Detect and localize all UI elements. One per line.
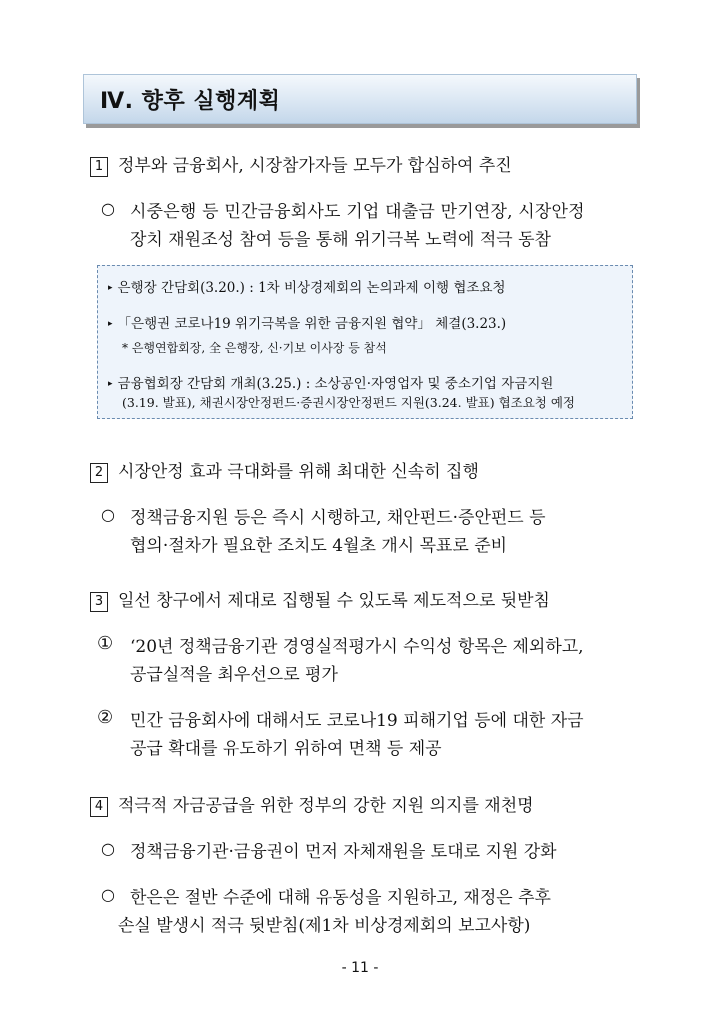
s3-item1-line-1: ‘20년 정책금융기관 경영실적평가시 수익성 항목은 제외하고, (130, 637, 584, 657)
s3-item1-line-2: 공급실적을 최우선으로 평가 (130, 665, 338, 685)
section-3-number: 3 (90, 592, 108, 612)
s4-para-2-line-1: 한은은 절반 수준에 대해 유동성을 지원하고, 재정은 추후 (130, 888, 551, 908)
section-1-number: 1 (90, 157, 108, 177)
note-box (97, 265, 633, 419)
s4-para-2-line-2: 손실 발생시 적극 뒷받침(제1차 비상경제회의 보고사항) (118, 916, 531, 936)
section-3-heading (90, 586, 550, 612)
bullet-circle: ○ (101, 839, 115, 858)
box-item-2: ▸ 「은행권 코로나19 위기극복을 위한 금융지원 협약」 체결(3.23.) (108, 316, 507, 332)
section-4-heading (90, 791, 534, 817)
section-1-text: 정부와 금융회사, 시장참가자들 모두가 합심하여 추진 (118, 156, 512, 176)
triangle-bullet-icon: ▸ (108, 319, 113, 329)
bullet-circle: ○ (101, 199, 115, 218)
s3-item2-line-1: 민간 금융회사에 대해서도 코로나19 피해기업 등에 대한 자금 (130, 711, 584, 731)
section-3-text: 일선 창구에서 제대로 집행될 수 있도록 제도적으로 뒷받침 (118, 591, 550, 611)
box-item-1: ▸ 은행장 간담회(3.20.) : 1차 비상경제회의 논의과제 이행 협조요청 (108, 280, 506, 296)
box-item-3-line-2: (3.19. 발표), 채권시장안정펀드·증권시장안정펀드 지원(3.24. 발표) 협조요청 예정 (122, 395, 576, 410)
box-item-3-line-1: ▸ 금융협회장 간담회 개최(3.25.) : 소상공인·자영업자 및 중소기업 자금지원 (108, 376, 554, 392)
section-2-text: 시장안정 효과 극대화를 위해 최대한 신속히 집행 (118, 462, 479, 482)
section-1-heading (90, 151, 512, 177)
section-2-number: 2 (90, 463, 108, 483)
s1-para-line-2: 장치 재원조성 참여 등을 통해 위기극복 노력에 적극 동참 (130, 230, 551, 250)
circled-number-2: ② (97, 707, 114, 728)
section-2-heading (90, 457, 479, 483)
s1-para-line-1: 시중은행 등 민간금융회사도 기업 대출금 만기연장, 시장안정 (130, 202, 585, 222)
s3-item2-line-2: 공급 확대를 유도하기 위하여 면책 등 제공 (130, 739, 442, 759)
section-title-box (83, 74, 637, 124)
box-item-2-note: * 은행연합회장, 全 은행장, 신·기보 이사장 등 참석 (122, 341, 387, 355)
triangle-bullet-icon: ▸ (108, 283, 113, 293)
bullet-circle: ○ (101, 885, 115, 904)
section-title: Ⅳ. 향후 실행계획 (100, 89, 281, 114)
s4-para-1: 정책금융기관·금융권이 먼저 자체재원을 토대로 지원 강화 (130, 842, 557, 862)
s2-para-line-1: 정책금융지원 등은 즉시 시행하고, 채안펀드·증안펀드 등 (130, 508, 546, 528)
page-number: - 11 - (341, 960, 379, 976)
section-4-text: 적극적 자금공급을 위한 정부의 강한 지원 의지를 재천명 (118, 796, 534, 816)
section-4-number: 4 (90, 797, 108, 817)
circled-number-1: ① (97, 633, 114, 654)
s2-para-line-2: 협의·절차가 필요한 조치도 4월초 개시 목표로 준비 (130, 536, 508, 556)
bullet-circle: ○ (101, 505, 115, 524)
triangle-bullet-icon: ▸ (108, 379, 113, 389)
